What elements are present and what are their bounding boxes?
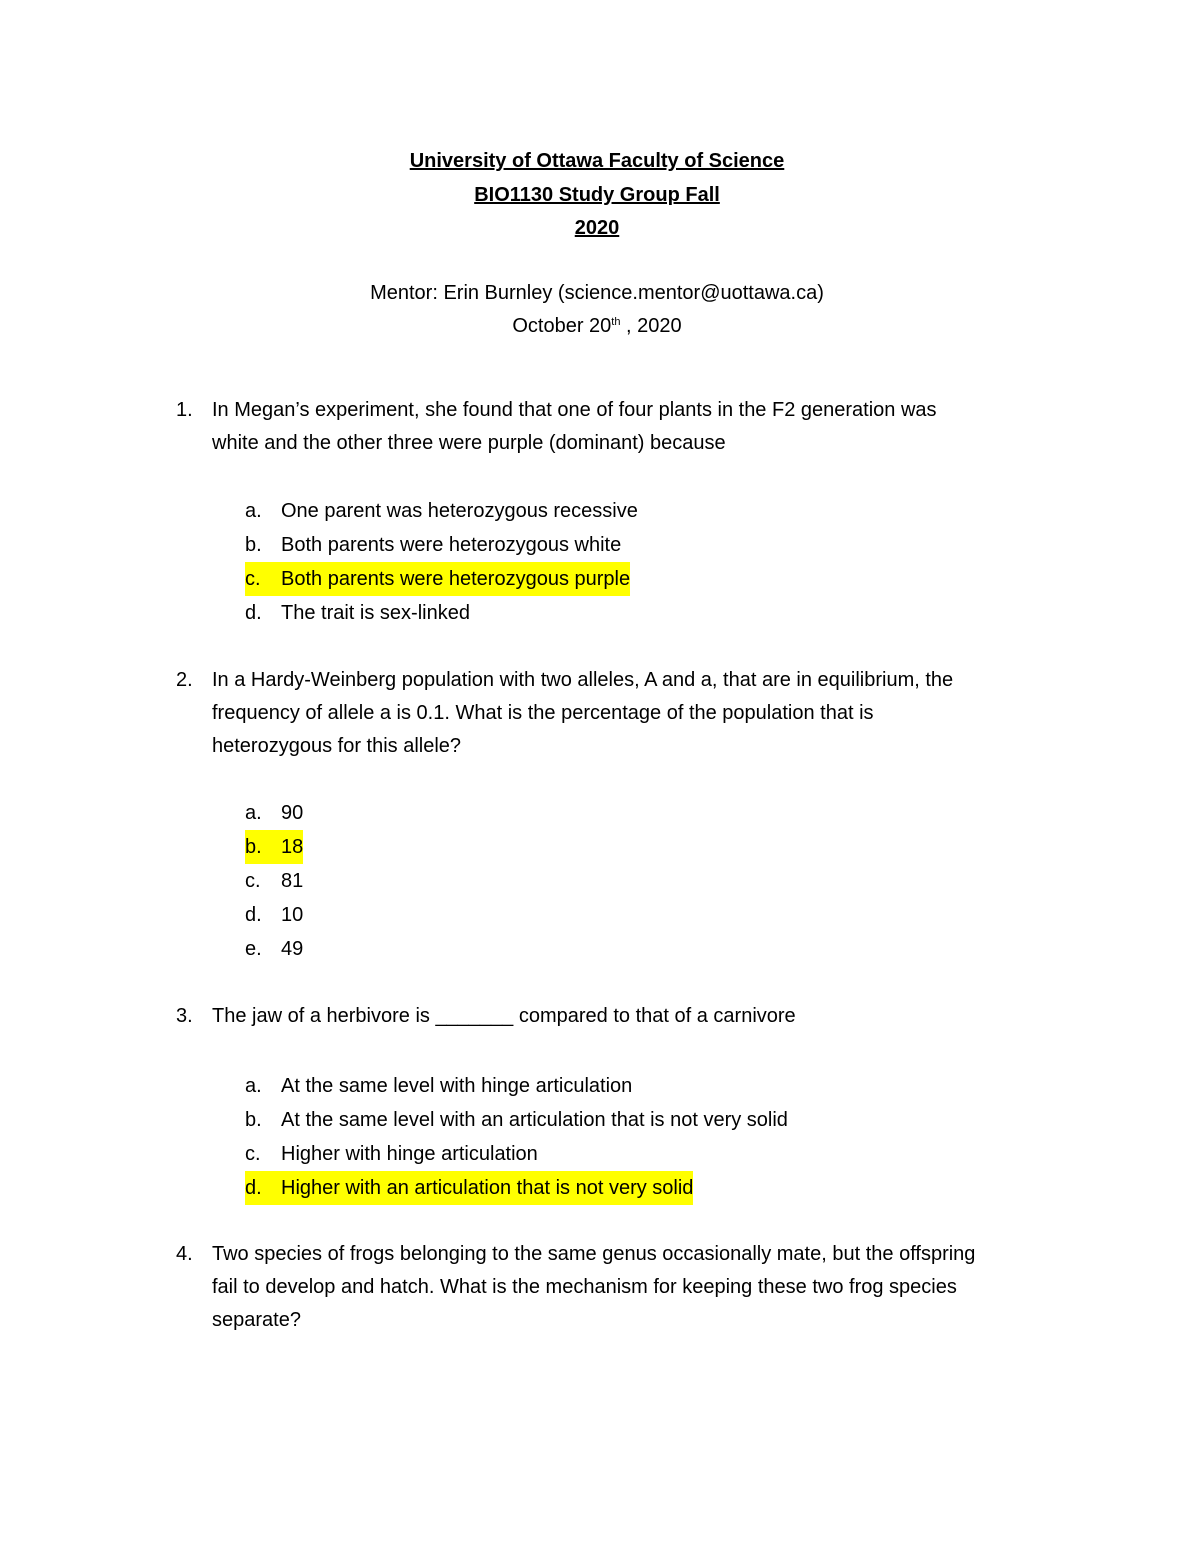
option-label: d. <box>245 1177 262 1199</box>
question-text <box>212 1000 1052 1033</box>
option-3a <box>245 1069 632 1103</box>
question-text <box>212 394 1052 460</box>
option-1a <box>245 494 638 528</box>
header-course: BIO1130 Study Group Fall <box>474 184 720 206</box>
question-line: The jaw of a herbivore is _______ compared to that of a carnivore <box>212 1005 796 1027</box>
option-label: d. <box>245 904 262 926</box>
option-1c-highlighted <box>245 562 630 596</box>
header-date <box>0 313 1194 339</box>
option-text: Higher with an articulation that is not very solid <box>281 1177 694 1199</box>
option-1d <box>245 596 470 630</box>
option-label: a. <box>245 802 262 824</box>
option-text: 18 <box>281 836 304 858</box>
option-2d <box>245 898 303 932</box>
option-text: Both parents were heterozygous purple <box>281 568 631 590</box>
option-label: a. <box>245 500 262 522</box>
header-year: 2020 <box>574 217 620 239</box>
option-2a <box>245 796 303 830</box>
option-3c <box>245 1137 538 1171</box>
question-number: 4. <box>176 1243 193 1265</box>
option-label: d. <box>245 602 262 624</box>
option-label: e. <box>245 938 262 960</box>
option-text: Both parents were heterozygous white <box>281 534 622 556</box>
option-label: b. <box>245 1109 262 1131</box>
option-3b <box>245 1103 788 1137</box>
question-line: Two species of frogs belonging to the same genus occasionally mate, but the offspring <box>212 1243 976 1265</box>
option-label: c. <box>245 568 261 590</box>
date-year: , 2020 <box>620 315 682 337</box>
question-number: 3. <box>176 1005 193 1027</box>
question-line: frequency of allele a is 0.1. What is the percentage of the population that is <box>212 702 874 724</box>
header-institution: University of Ottawa Faculty of Science <box>409 150 785 172</box>
option-3d-highlighted <box>245 1171 693 1205</box>
option-label: a. <box>245 1075 262 1097</box>
date-superscript: th <box>611 316 621 328</box>
question-line: white and the other three were purple (dominant) because <box>212 432 726 454</box>
option-label: c. <box>245 1143 261 1165</box>
question-line: heterozygous for this allele? <box>212 735 462 757</box>
question-text <box>212 1238 1052 1337</box>
question-line: In Megan’s experiment, she found that one of four plants in the F2 generation was <box>212 399 937 421</box>
option-label: c. <box>245 870 261 892</box>
option-text: 81 <box>281 870 304 892</box>
question-line: fail to develop and hatch. What is the mechanism for keeping these two frog species <box>212 1276 957 1298</box>
question-text <box>212 664 1052 763</box>
option-text: Higher with hinge articulation <box>281 1143 538 1165</box>
option-text: 49 <box>281 938 304 960</box>
option-2b-highlighted <box>245 830 303 864</box>
question-line: separate? <box>212 1309 301 1331</box>
option-1b <box>245 528 621 562</box>
question-number: 2. <box>176 669 193 691</box>
option-label: b. <box>245 534 262 556</box>
option-text: At the same level with an articulation that is not very solid <box>281 1109 788 1131</box>
date-main: October 20 <box>512 315 612 337</box>
option-text: The trait is sex-linked <box>281 602 470 624</box>
option-text: At the same level with hinge articulation <box>281 1075 633 1097</box>
option-2e <box>245 932 303 966</box>
option-label: b. <box>245 836 262 858</box>
header-mentor: Mentor: Erin Burnley (science.mentor@uottawa.ca) <box>370 282 824 304</box>
option-text: 90 <box>281 802 304 824</box>
question-line: In a Hardy-Weinberg population with two alleles, A and a, that are in equilibrium, the <box>212 669 954 691</box>
option-text: 10 <box>281 904 304 926</box>
option-2c <box>245 864 303 898</box>
option-text: One parent was heterozygous recessive <box>281 500 638 522</box>
question-number: 1. <box>176 399 193 421</box>
